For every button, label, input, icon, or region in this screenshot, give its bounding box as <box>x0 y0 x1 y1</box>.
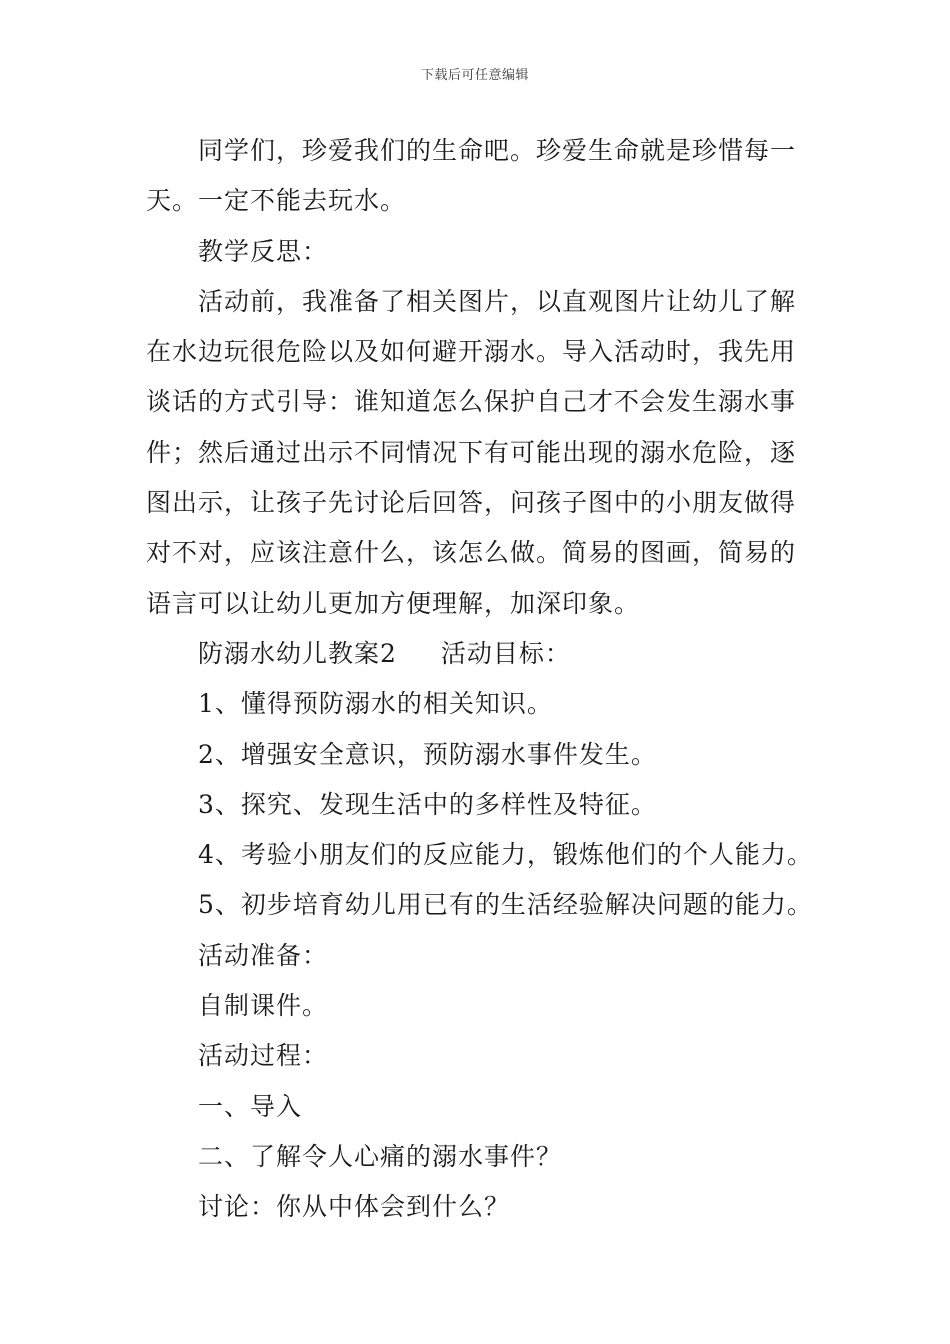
preparation-heading: 活动准备： <box>198 940 329 970</box>
paragraph-line: 图出示，让孩子先讨论后回答，问孩子图中的小朋友做得 <box>146 488 797 518</box>
paragraph-line: 件；然后通过出示不同情况下有可能出现的溺水危险，逐 <box>146 437 797 467</box>
lesson-title-line <box>146 629 810 679</box>
goal-heading: 活动目标： <box>440 638 571 668</box>
paragraph-line: 天。一定不能去玩水。 <box>146 186 407 216</box>
goal-item: 3、探究、发现生活中的多样性及特征。 <box>198 789 657 819</box>
lesson-title: 防溺水幼儿教案2 <box>198 638 397 668</box>
goal-item: 4、考验小朋友们的反应能力，锻炼他们的个人能力。 <box>198 840 813 870</box>
process-step: 二、了解令人心痛的溺水事件？ <box>198 1141 563 1171</box>
goal-item: 1、懂得预防溺水的相关知识。 <box>198 689 553 719</box>
document-body <box>146 126 813 1233</box>
section-heading-reflection: 教学反思： <box>198 236 329 266</box>
page-header: 下载后可任意编辑 <box>420 68 529 83</box>
goal-item: 2、增强安全意识，预防溺水事件发生。 <box>198 739 657 769</box>
paragraph-line: 对不对，应该注意什么，该怎么做。简易的图画，简易的 <box>146 538 797 568</box>
paragraph-line: 语言可以让幼儿更加方便理解，加深印象。 <box>146 588 641 618</box>
paragraph-line: 同学们，珍爱我们的生命吧。珍爱生命就是珍惜每一 <box>198 136 797 165</box>
paragraph-line: 谈话的方式引导：谁知道怎么保护自己才不会发生溺水事 <box>146 387 797 417</box>
process-heading: 活动过程： <box>198 1041 329 1071</box>
process-step: 一、导入 <box>198 1091 303 1121</box>
paragraph-line: 在水边玩很危险以及如何避开溺水。导入活动时，我先用 <box>146 337 797 367</box>
preparation-text: 自制课件。 <box>198 991 329 1021</box>
goal-item: 5、初步培育幼儿用已有的生活经验解决问题的能力。 <box>198 890 813 920</box>
process-step: 讨论：你从中体会到什么？ <box>198 1192 511 1222</box>
paragraph-line: 活动前，我准备了相关图片，以直观图片让幼儿了解 <box>198 286 797 316</box>
